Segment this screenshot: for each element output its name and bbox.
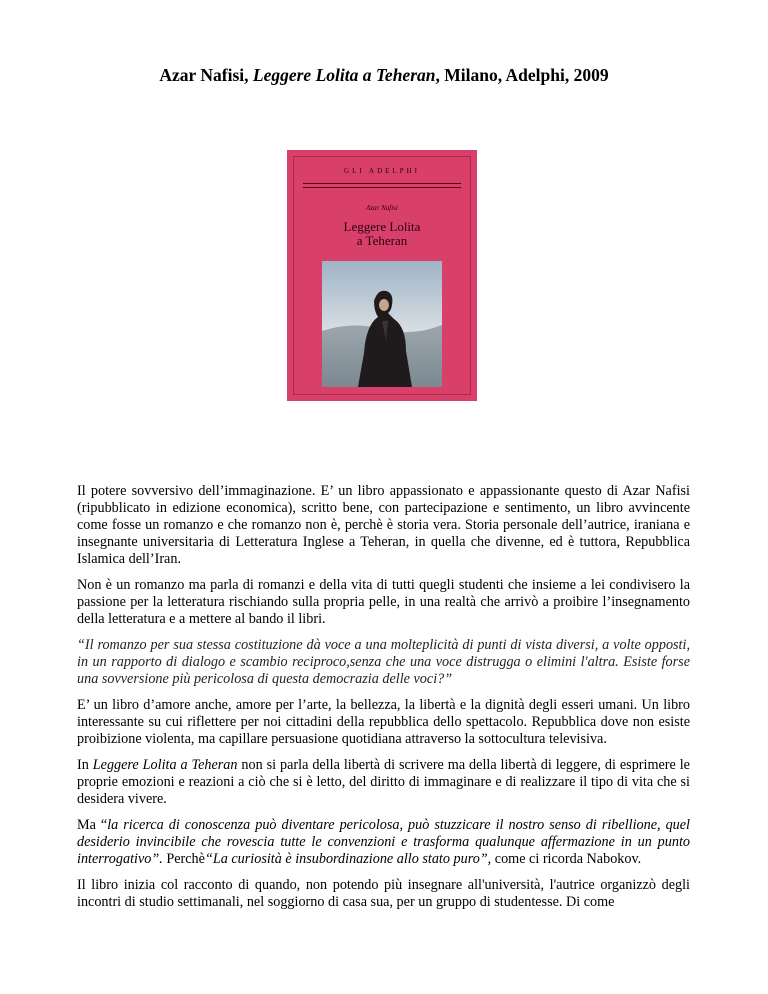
- inline-quote: “La curiosità è insubordinazione allo stato puro”,: [204, 851, 492, 867]
- paragraph: Non è un romanzo ma parla di romanzi e della vita di tutti quegli studenti che insieme a lei condivisero la passione per la letteratura rischiando sulla propria pelle, in una realtà che arrivò a proibire l’insegnamento della letteratura e a mettere al bando il libri.: [77, 577, 690, 627]
- cover-rule: [303, 187, 461, 188]
- cover-title-line: Leggere Lolita: [343, 219, 421, 234]
- text-run: In: [77, 757, 93, 773]
- cover-series: GLI ADELPHI: [344, 167, 420, 175]
- paragraph: E’ un libro d’amore anche, amore per l’arte, la bellezza, la libertà e la dignità degli esseri umani. Un libro interessante su cui riflettere per noi cittadini della repubblica dello spettacolo. Repubblica dove non esiste proibizione violenta, ma capillare persuasione quotidiana attraverso la sottocultura televisiva.: [77, 697, 690, 747]
- book-title-inline: Leggere Lolita a Teheran: [92, 757, 238, 773]
- paragraph: Il potere sovversivo dell’immaginazione. E’ un libro appassionato e appassionante questo di Azar Nafisi (ripubblicato in edizione economica), scritto bene, con partecipazione e sentimento, un libro avvincente come fosse un romanzo e che romanzo non è, perchè è storia vera. Storia personale dell’autrice, iraniana e insegnante universitaria di Letteratura Inglese a Teheran, in quella che divenne, ed è tuttora, Repubblica Islamica dell’Iran.: [77, 483, 690, 567]
- paragraph: [77, 817, 690, 868]
- title-publisher: , Milano, Adelphi, 2009: [435, 65, 609, 85]
- title-author: Azar Nafisi,: [159, 65, 249, 85]
- text-run: Perchè: [162, 851, 205, 867]
- text-run: non si parla della libertà di scrivere ma della libertà di leggere, di esprimere le proprie emozioni e reazioni a ciò che si è letto, del diritto di immaginare e di realizzare il tipo di vita che si desidera vivere.: [77, 757, 690, 807]
- paragraph: Il libro inizia col racconto di quando, non potendo più insegnare all'università, l'autrice organizzò degli incontri di studio settimanali, nel soggiorno di casa sua, per un gruppo di studentesse. Di come: [77, 877, 690, 910]
- cover-photo: [322, 261, 442, 387]
- cover-rule: [303, 183, 461, 184]
- page-title: [0, 64, 768, 86]
- article-body: [77, 483, 690, 920]
- paragraph: [77, 757, 690, 808]
- text-run: Ma “: [77, 817, 108, 833]
- cover-author: Azar Nafisi: [366, 204, 398, 212]
- quote-paragraph: “Il romanzo per sua stessa costituzione dà voce a una molteplicità di punti di vista diversi, a volte opposti, in un rapporto di dialogo e scambio reciproco,senza che una voce distrugga o elimini l'altra. Esiste forse una sovversione più pericolosa di questa democrazia delle voci?”: [77, 637, 690, 687]
- inline-quote: la ricerca di conoscenza può diventare pericolosa, può stuzzicare il nostro senso di ribellione, quel desiderio invincibile che rovescia tutte le convenzioni e trasforma qualunque affermazione in un punto interrogativo”.: [77, 817, 690, 867]
- text-run: come ci ricorda Nabokov.: [491, 851, 642, 867]
- book-cover-image: [287, 150, 477, 401]
- title-book: Leggere Lolita a Teheran: [252, 65, 436, 85]
- cover-title: [287, 220, 477, 248]
- cover-title-line: a Teheran: [356, 233, 408, 248]
